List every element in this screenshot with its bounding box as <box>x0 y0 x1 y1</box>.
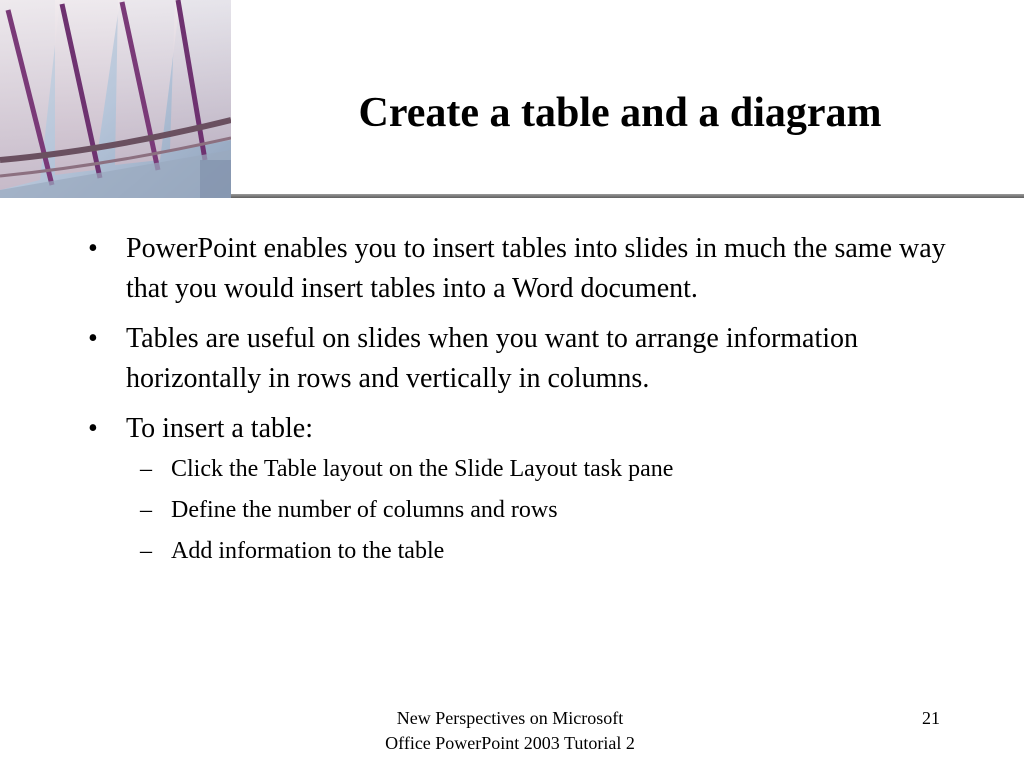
bullet-marker: • <box>88 233 98 264</box>
bullet-text: Tables are useful on slides when you want to arrange information horizontally in rows and vertically in columns. <box>126 323 859 394</box>
sub-bullet-text: Click the Table layout on the Slide Layout task pane <box>171 456 674 482</box>
bullet-text: PowerPoint enables you to insert tables into slides in much the same way that you would insert tables into a Word document. <box>126 233 946 304</box>
title-divider-line <box>231 194 1024 198</box>
footer-line-1: New Perspectives on Microsoft <box>396 708 624 728</box>
sub-bullet-text: Add information to the table <box>171 538 445 564</box>
sub-bullet-item <box>126 454 956 484</box>
sub-bullet-marker: – <box>140 538 152 564</box>
bullet-text: To insert a table: <box>126 413 313 444</box>
bullet-item <box>76 229 956 309</box>
sub-bullet-text: Define the number of columns and rows <box>171 497 558 523</box>
slide-number: 21 <box>922 708 940 728</box>
sub-bullet-marker: – <box>140 497 152 523</box>
bullet-item <box>76 409 956 566</box>
bullet-marker: • <box>88 413 98 444</box>
decorative-architecture-image <box>0 0 231 198</box>
slide-title: Create a table and a diagram <box>358 90 882 136</box>
sub-bullet-marker: – <box>140 456 152 482</box>
sub-bullet-list <box>126 454 956 566</box>
bullet-item <box>76 319 956 399</box>
bullet-list <box>76 229 956 577</box>
footer-line-2: Office PowerPoint 2003 Tutorial 2 <box>385 733 635 753</box>
footer-caption <box>330 706 690 756</box>
sub-bullet-item <box>126 536 956 566</box>
bullet-marker: • <box>88 323 98 354</box>
sub-bullet-item <box>126 495 956 525</box>
